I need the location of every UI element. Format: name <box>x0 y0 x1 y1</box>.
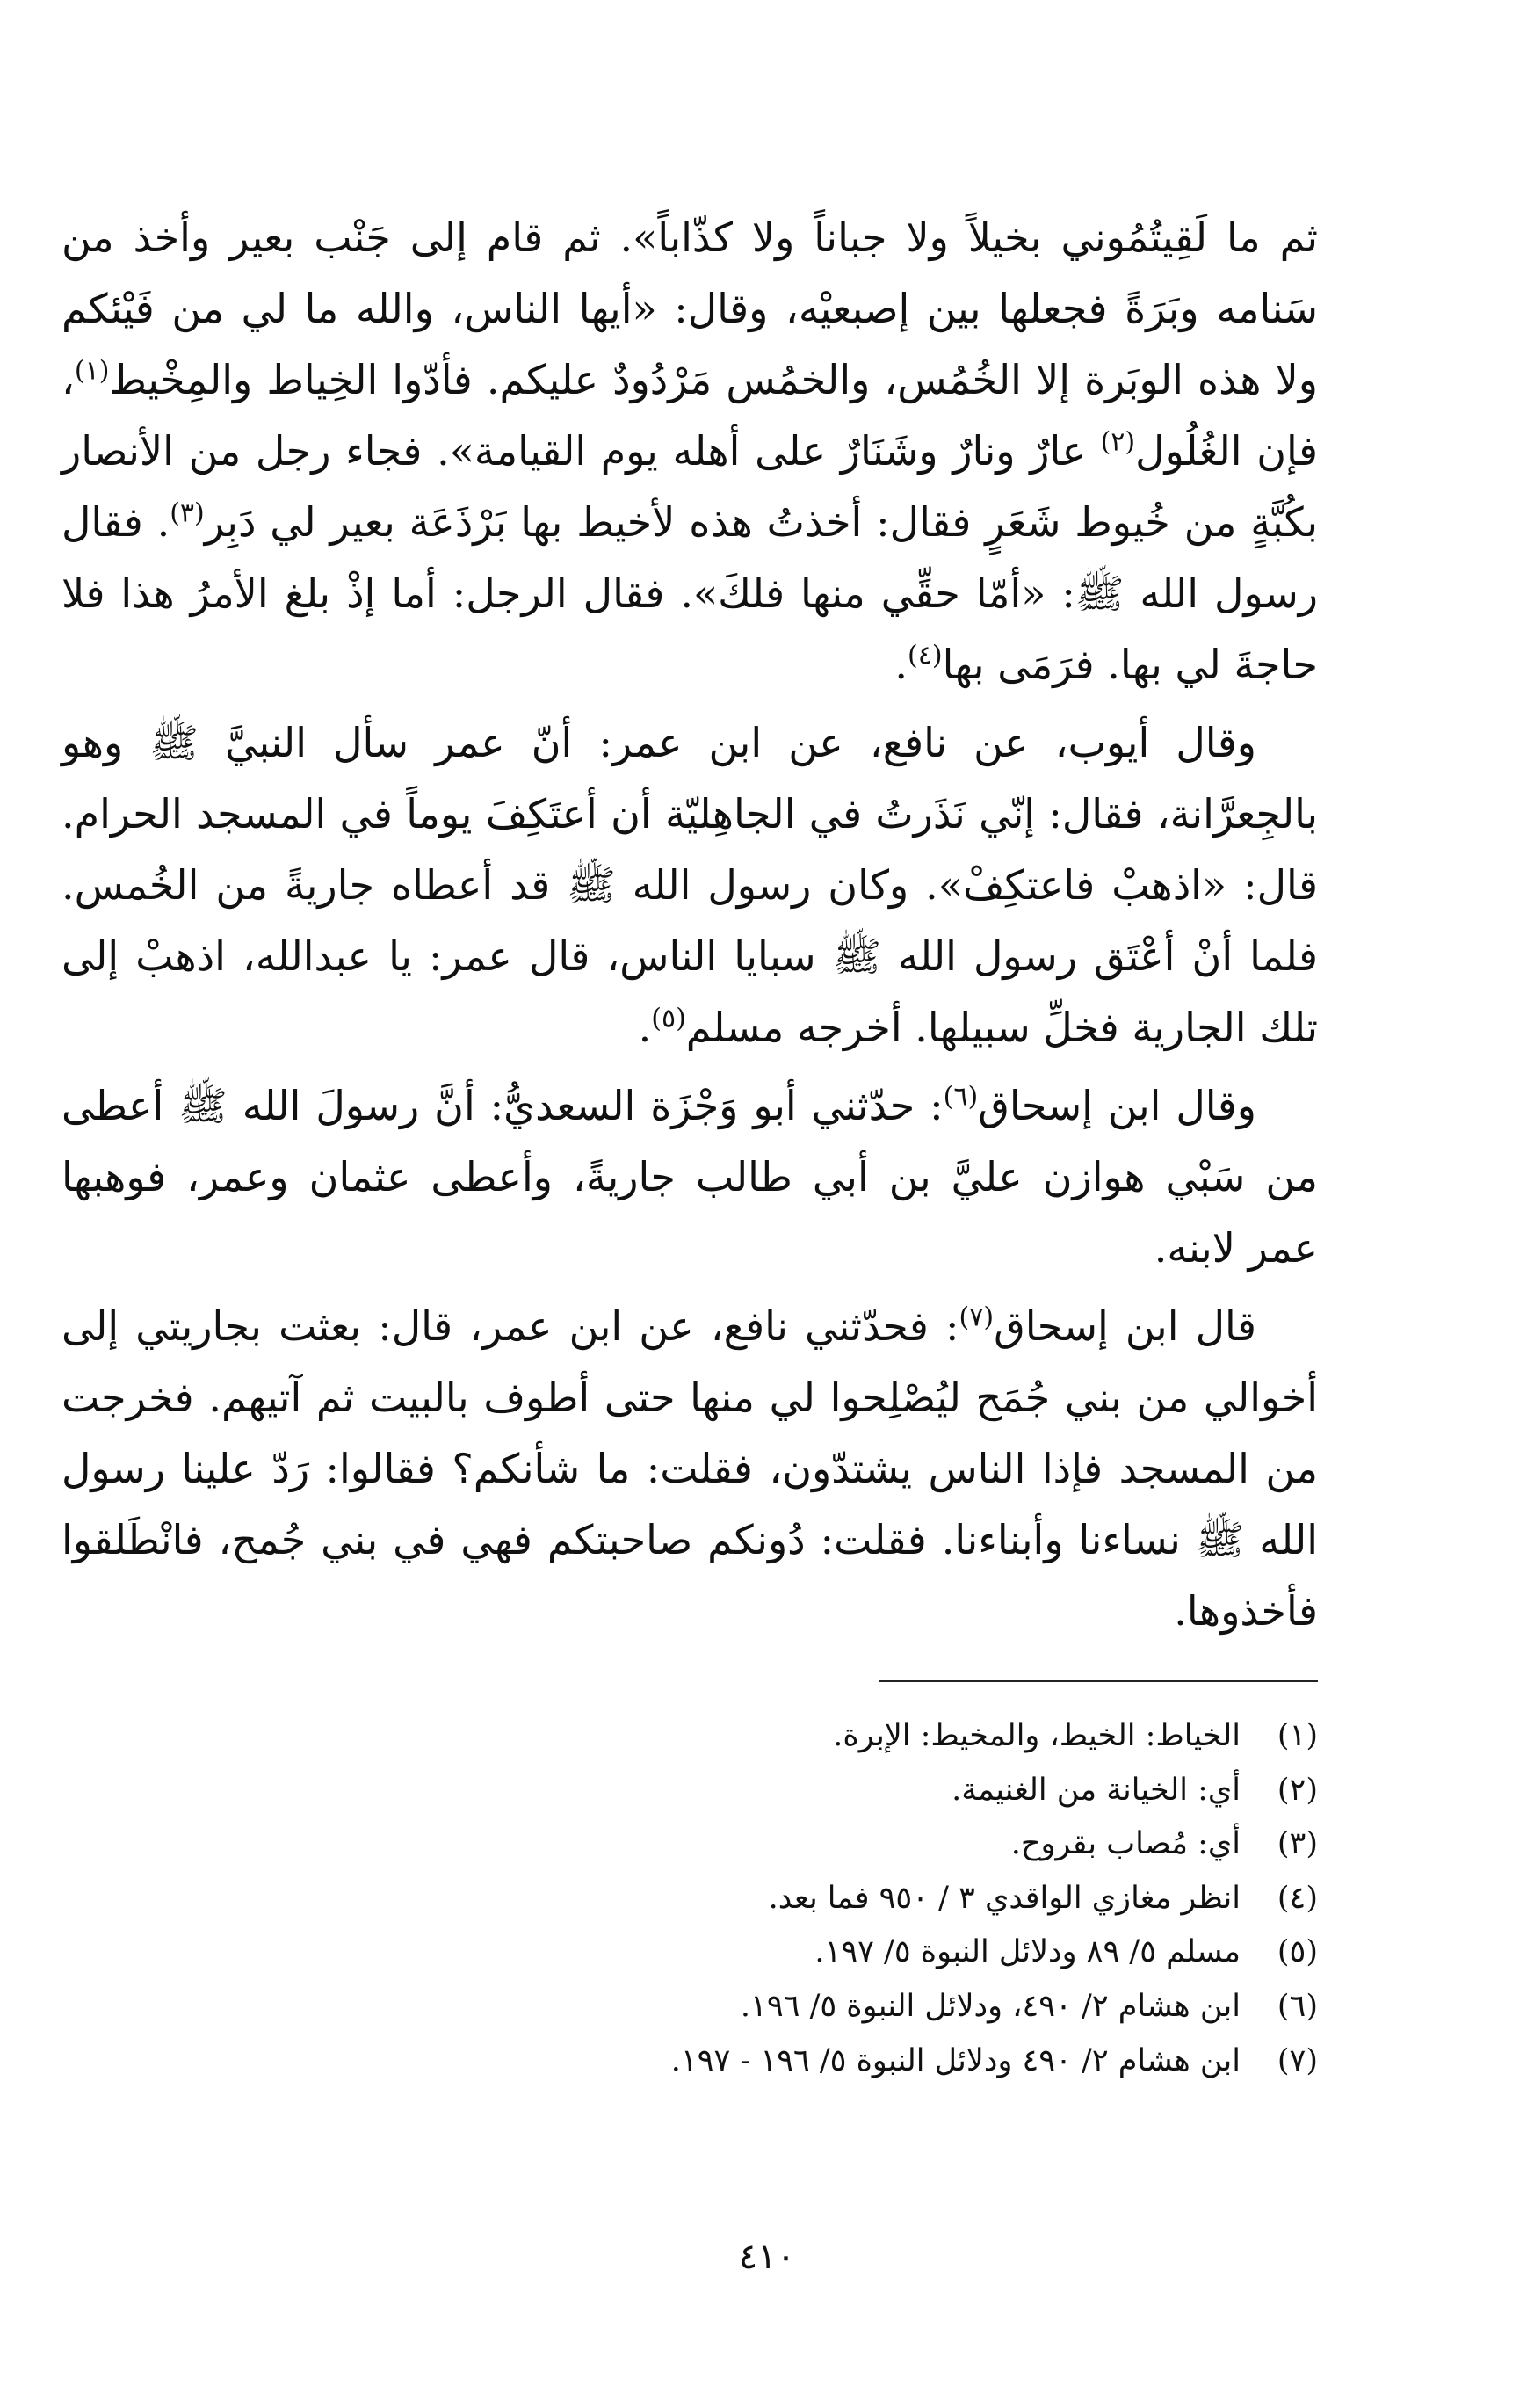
footnotes <box>369 1709 1318 2088</box>
footnote-reference: (١) <box>74 355 110 387</box>
paragraph <box>62 707 1318 1063</box>
text-segment: : فحدّثني نافع، عن ابن عمر، قال: بعثت بجاريتي إلى أخوالي من بني جُمَح ليُصْلِحوا لي منها حتى أطوف بالبيت ثم آتيهم. فخرجت من المسجد فإذا الناس يشتدّون، فقلت: ما شأنكم؟ فقالوا: رَدّ علينا رسول الله ﷺ نساءنا وأبناءنا. فقلت: دُونكم صاحبتكم فهي في بني جُمح، فانْطَلقوا فأخذوها. <box>62 1302 1318 1635</box>
footnote-reference: (٢) <box>1100 426 1136 458</box>
footnote-number: (٥) <box>1277 1934 1318 1970</box>
footnote-text: ابن هشام ٢/ ٤٩٠ ودلائل النبوة ٥/ ١٩٦ - ١٩٧. <box>670 2042 1241 2078</box>
footnote-number: (١) <box>1277 1718 1318 1753</box>
footnote-text: مسلم ٥/ ٨٩ ودلائل النبوة ٥/ ١٩٧. <box>814 1934 1241 1970</box>
footnote-text: أي: مُصاب بقروح. <box>1010 1826 1241 1862</box>
main-text <box>62 202 1318 1647</box>
text-segment: ، فإن الغُلُول <box>62 356 1318 475</box>
footnote-number: (٢) <box>1277 1772 1318 1808</box>
text-segment: وقال أيوب، عن نافع، عن ابن عمر: أنّ عمر سأل النبيَّ ﷺ وهو بالجِعرَّانة، فقال: إنّي نَذَرتُ في الجاهِليّة أن أعتَكِفَ يوماً في المسجد الحرام. قال: «اذهبْ فاعتكِفْ». وكان رسول الله ﷺ قد أعطاه جاريةً من الخُمس. فلما أنْ أعْتَق رسول الله ﷺ سبايا الناس، قال عمر: يا عبدالله، اذهبْ إلى تلك الجارية فخلِّ سبيلها. أخرجه مسلم <box>62 719 1319 1051</box>
text-segment: عارٌ ونارٌ وشَنَارٌ على أهله يوم القيامة». فجاء رجل من الأنصار بكُبَّةٍ من خُيوط شَعَرٍ فقال: أخذتُ هذه لأخيط بها بَرْذَعَة بعير لي دَبِر <box>62 427 1319 546</box>
footnote-item <box>369 1926 1318 1980</box>
text-segment: قال ابن إسحاق <box>994 1302 1256 1350</box>
footnote-item <box>369 1980 1318 2034</box>
footnote-item <box>369 1872 1318 1926</box>
footnote-item <box>369 2034 1318 2089</box>
footnote-reference: (٤) <box>908 640 943 671</box>
text-segment: ثم ما لَقِيتُمُوني بخيلاً ولا جباناً ولا كذّاباً». ثم قام إلى جَنْب بعير وأخذ من سَنامه وبَرَةً فجعلها بين إصبعيْه، وقال: «أيها الناس، والله ما لي من فَيْئكم ولا هذه الوبَرة إلا الخُمُس، والخمُس مَرْدُودٌ عليكم. فأدّوا الخِياط والمِخْيط <box>62 214 1318 403</box>
footnote-reference: (٦) <box>943 1081 979 1113</box>
text-segment: : حدّثني أبو وَجْزَة السعديُّ: أنَّ رسولَ الله ﷺ أعطى من سَبْي هوازن عليَّ بن أبي طالب جاريةً، وأعطى عثمان وعمر، فوهبها عمر لابنه. <box>62 1082 1318 1272</box>
footnote-number: (٦) <box>1277 1988 1318 2024</box>
text-segment: وقال ابن إسحاق <box>978 1082 1256 1129</box>
text-segment: . <box>638 1004 652 1051</box>
page-number: ٤١٠ <box>738 2237 796 2277</box>
footnote-item <box>369 1817 1318 1872</box>
footnote-text: الخياط: الخيط، والمخيط: الإبرة. <box>833 1718 1241 1753</box>
footnote-item <box>369 1709 1318 1764</box>
footnote-number: (٧) <box>1277 2042 1318 2078</box>
footnote-number: (٤) <box>1277 1880 1318 1916</box>
paragraph <box>62 1291 1318 1647</box>
paragraph <box>62 1070 1318 1284</box>
footnote-text: انظر مغازي الواقدي ٣ / ٩٥٠ فما بعد. <box>768 1880 1241 1916</box>
text-segment: . فقال رسول الله ﷺ: «أمّا حقِّي منها فلكَ». فقال الرجل: أما إذْ بلغ الأمرُ هذا فلا حاجةَ لي بها. فرَمَى بها <box>62 498 1318 688</box>
footnote-reference: (٥) <box>651 1003 686 1034</box>
footnote-reference: (٣) <box>170 497 205 529</box>
text-segment: . <box>894 641 908 688</box>
paragraph <box>62 202 1318 700</box>
footnote-number: (٣) <box>1277 1826 1318 1862</box>
footnote-reference: (٧) <box>959 1302 995 1333</box>
footnote-text: ابن هشام ٢/ ٤٩٠، ودلائل النبوة ٥/ ١٩٦. <box>740 1988 1241 2024</box>
footnote-item <box>369 1764 1318 1818</box>
footnote-text: أي: الخيانة من الغنيمة. <box>952 1772 1241 1808</box>
footnote-separator <box>879 1680 1318 1682</box>
